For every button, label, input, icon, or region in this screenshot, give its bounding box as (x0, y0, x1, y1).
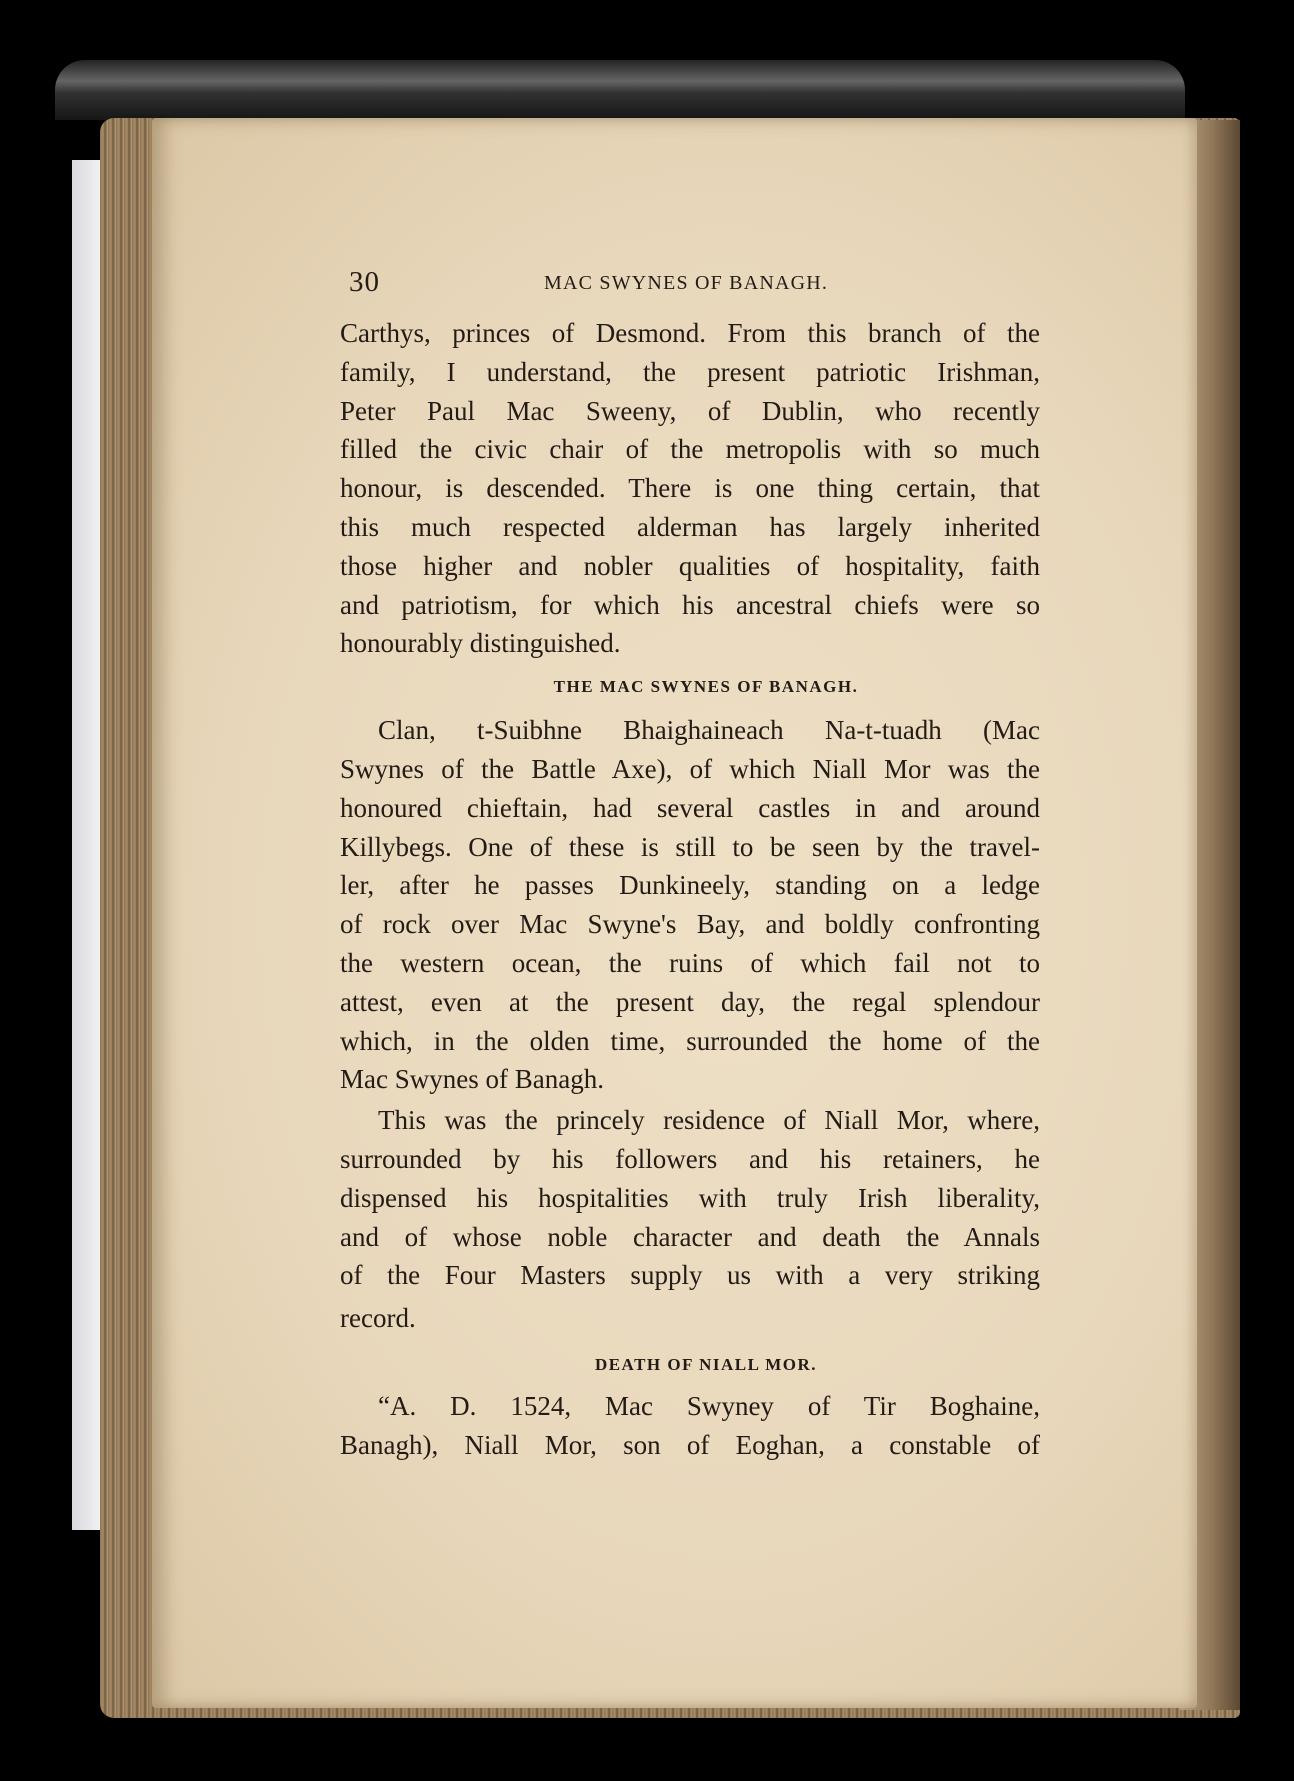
running-head-title: MAC SWYNES OF BANAGH. (544, 272, 829, 294)
section-heading-death-of-niall-mor: DEATH OF NIALL MOR. (594, 1355, 818, 1375)
text-line: the western ocean, the ruins of which fail not to (340, 947, 1040, 978)
text-line: and patriotism, for which his ancestral chiefs were so (340, 589, 1040, 620)
text-line: and of whose noble character and death the Annals (340, 1221, 1040, 1252)
text-line: honoured chieftain, had several castles in and around (340, 792, 1040, 823)
text-line: Clan, t-Suibhne Bhaighaineach Na-t-tuadh (Mac (378, 715, 1040, 746)
text-line: honour, is descended. There is one thing certain, that (340, 473, 1040, 504)
paragraph-2 (340, 711, 1040, 1099)
text-line: attest, even at the present day, the regal splendour (340, 986, 1040, 1017)
text-line: Killybegs. One of these is still to be seen by the travel- (340, 831, 1040, 862)
text-line: which, in the olden time, surrounded the home of the (340, 1025, 1040, 1056)
running-head (340, 262, 1040, 302)
plastic-sleeve-glare (55, 60, 1185, 120)
text-line: Mac Swynes of Banagh. (340, 1064, 604, 1095)
text-line: of the Four Masters supply us with a very striking (340, 1260, 1040, 1291)
text-line: filled the civic chair of the metropolis with so much (340, 434, 1040, 465)
text-line: Banagh), Niall Mor, son of Eoghan, a constable of (340, 1429, 1040, 1460)
text-line: surrounded by his followers and his retainers, he (340, 1143, 1040, 1174)
text-line: dispensed his hospitalities with truly Irish liberality, (340, 1182, 1040, 1213)
text-line: ler, after he passes Dunkineely, standing on a ledge (340, 870, 1040, 901)
text-line: “A. D. 1524, Mac Swyney of Tir Boghaine, (378, 1391, 1040, 1422)
paragraph-1 (340, 314, 1040, 663)
page-number: 30 (349, 266, 380, 298)
text-line: Carthys, princes of Desmond. From this branch of the (340, 318, 1040, 348)
text-line: Swynes of the Battle Axe), of which Niall Mor was the (340, 753, 1040, 784)
paragraph-3 (340, 1101, 1040, 1341)
paragraph-4 (340, 1387, 1040, 1465)
text-line: family, I understand, the present patriotic Irishman, (340, 356, 1040, 387)
text-line: those higher and nobler qualities of hospitality, faith (340, 550, 1040, 581)
page-text (340, 262, 1040, 1465)
text-line: this much respected alderman has largely inherited (340, 511, 1040, 542)
text-line: This was the princely residence of Niall Mor, where, (378, 1105, 1040, 1136)
text-line: Peter Paul Mac Sweeny, of Dublin, who recently (340, 395, 1040, 426)
section-heading-mac-swynes: THE MAC SWYNES OF BANAGH. (553, 677, 859, 697)
text-line: record. (340, 1303, 416, 1334)
text-line: of rock over Mac Swyne's Bay, and boldly confronting (340, 909, 1040, 940)
text-line: honourably distinguished. (340, 628, 621, 659)
